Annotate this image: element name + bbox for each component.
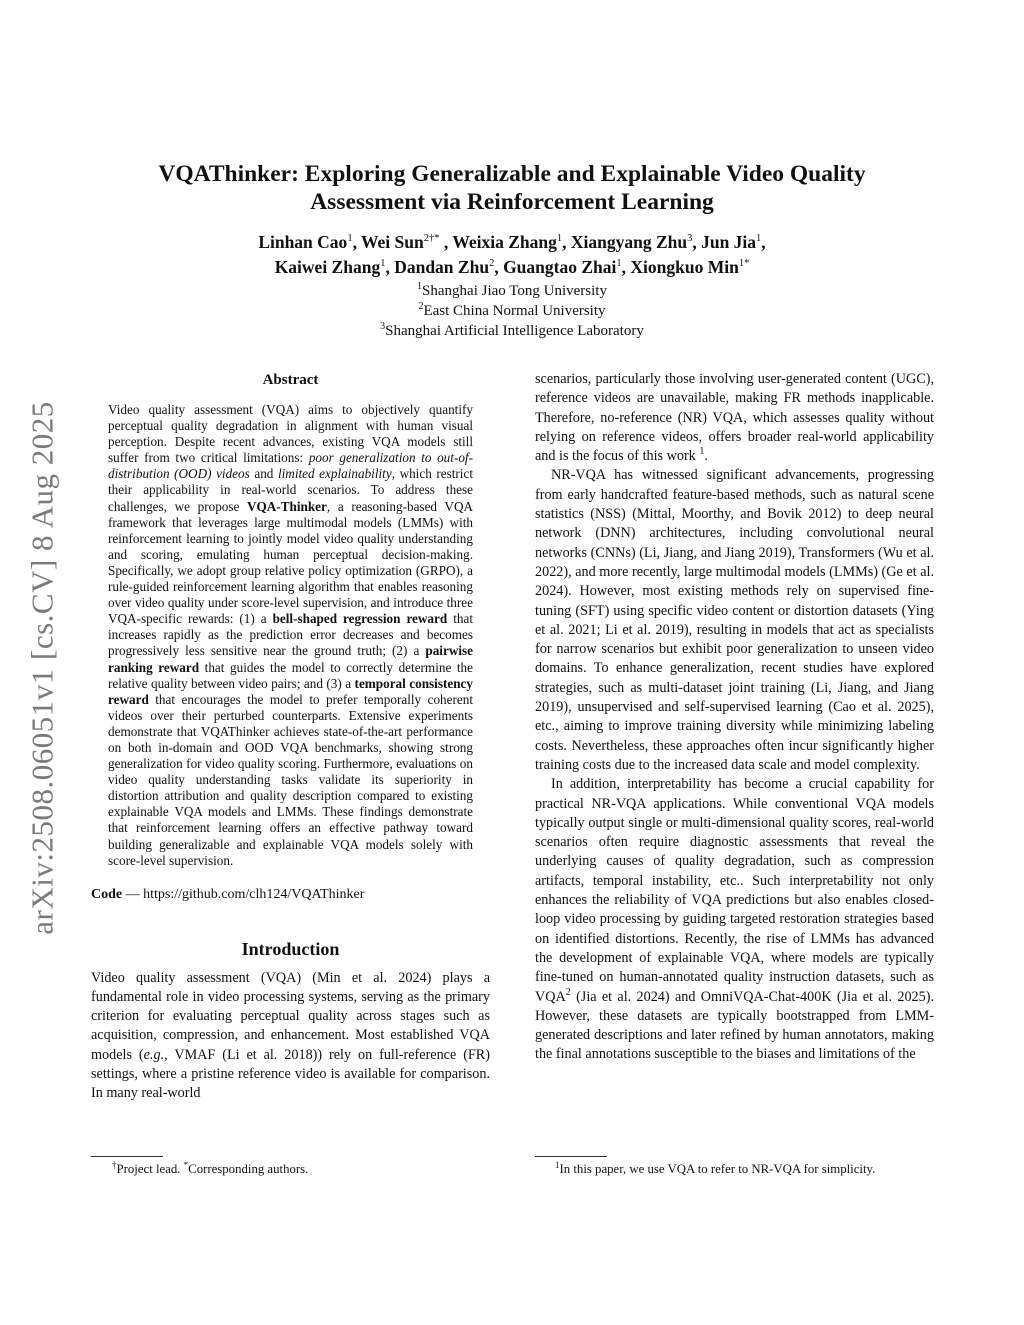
author-name: Dandan Zhu: [394, 257, 490, 277]
body-paragraph-2: NR-VQA has witnessed significant advancements, progressing from early handcrafted feature-based methods, such as natural scene statistics (NSS) (Mittal, Moorthy, and Bovik 2012) to deep neural network (DNN) architectures, including convolutional neural networks (CNNs) (Li, Jiang, and Jiang 2019), Transformers (Wu et al. 2022), and more recently, large multimodal models (LMMs) (Ge et al. 2024). However, most existing methods rely on supervised fine-tuning (SFT) using specific video content or distortion datasets (Ying et al. 2021; Li et al. 2019), resulting in models that act as specialists for narrow scenarios but exhibit poor generalization to unseen video domains. To enhance generalization, recent studies have explored strategies, such as multi-dataset joint training (Li, Jiang, and Jiang 2019), unsupervised and self-supervised learning (Cao et al. 2025), etc., aiming to improve training diversity while minimizing labeling costs. Nevertheless, these approaches often incur significantly higher training costs due to the increased data scale and model complexity.: [535, 467, 934, 773]
abstract-bold: pairwise ranking reward: [108, 643, 473, 675]
author-affil-mark: 2†*: [423, 233, 440, 244]
footnote-text: In this paper, we use VQA to refer to NR-VQA for simplicity.: [559, 1162, 876, 1176]
body-paragraph-3: [535, 775, 934, 1064]
code-label: Code: [91, 886, 123, 902]
affiliation-list: [100, 281, 924, 341]
body-run: (Jia et al. 2024) and OmniVQA-Chat-400K (Jia et al. 2025). However, these datasets are typically bootstrapped from LMM-generated descriptions and later refined by human annotators, making the final annotations susceptible to the biases and limitations of the: [535, 988, 934, 1063]
abstract-text: [108, 402, 473, 869]
author-name: Kaiwei Zhang: [274, 257, 381, 277]
affiliation-mark: 2: [418, 301, 424, 312]
title-line-2: Assessment via Reinforcement Learning: [310, 189, 714, 215]
title-line-1: VQAThinker: Exploring Generalizable and Explainable Video Quality: [158, 161, 866, 187]
author-name: Xiongkuo Min: [630, 257, 739, 277]
affiliation-name: Shanghai Jiao Tong University: [422, 283, 607, 299]
author-name: Jun Jia: [701, 232, 757, 252]
footnote-mark: 1: [555, 1160, 560, 1170]
arxiv-id-text: arXiv:2508.06051v1 [cs.CV] 8 Aug 2025: [25, 400, 60, 935]
footnote-mark: †: [112, 1160, 117, 1170]
code-separator: —: [122, 886, 144, 902]
body-run: In addition, interpretability has become a crucial capability for practical NR-VQA applications. While conventional VQA models typically output single or multi-dimensional quality scores, real-world scenarios often require diagnostic assessments that reveal the underlying causes of quality degradation, such as compression artifacts, temporal instability, etc.. Such interpretability not only enhances the reliability of VQA predictions but also enables closed-loop video processing by guiding targeted restoration strategies based on identified distortions. Recently, the rise of LMMs has advanced the development of explainable VQA, where models are typically fine-tuned on human-annotated quality instruction datasets, such as VQA: [535, 776, 934, 1005]
intro-run: Video quality assessment (VQA) (Min et al. 2024) plays a fundamental role in video processing systems, serving as the primary criterion for evaluating perceptual quality across stages such as acquisition, compression, and enhancement. Most established VQA models (: [91, 969, 490, 1063]
abstract-emphasis: limited explainability: [277, 466, 392, 482]
affiliation: [100, 281, 924, 301]
abstract-bold: temporal consistency reward: [108, 675, 473, 707]
introduction-heading: Introduction: [241, 938, 340, 959]
author-affil-mark: 1: [380, 258, 386, 269]
author-affil-mark: 1: [616, 258, 622, 269]
footnote-rule-left: [91, 1156, 163, 1157]
author-name: Guangtao Zhai: [503, 257, 617, 277]
author-affil-mark: 3: [687, 233, 693, 244]
abstract-run: that increases rapidly as the prediction error decreases and becomes progressively less sensitive near the ground truth; (2) a: [108, 611, 473, 659]
affiliation: [100, 321, 924, 341]
right-column: [535, 370, 934, 1065]
body-run: .: [704, 448, 708, 465]
affiliation-mark: 3: [380, 321, 386, 332]
footnote-mark: *: [183, 1160, 189, 1170]
body-run: scenarios, particularly those involving user-generated content (UGC), reference videos are unavailable, making FR methods inapplicable. Therefore, no-reference (NR) VQA, which assesses quality without relying on reference videos, offers broader real-world applicability and is the focus of this work: [535, 371, 934, 465]
author-affil-mark: 1: [556, 233, 563, 244]
abstract-bold: bell-shaped regression reward: [272, 611, 448, 627]
affiliation-name: Shanghai Artificial Intelligence Laboratory: [385, 323, 644, 339]
author-name: Xiangyang Zhu: [570, 232, 688, 252]
intro-run: VMAF (Li et al. 2018)) rely on full-reference (FR) settings, where a pristine reference video is available for comparison. In many real-world: [91, 1046, 490, 1101]
abstract-bold: VQA-Thinker: [247, 498, 327, 514]
author-affil-mark: 2: [489, 258, 495, 269]
intro-emphasis: e.g.,: [143, 1046, 168, 1063]
footnote-rule-right: [535, 1156, 607, 1157]
code-url-link[interactable]: https://github.com/clh124/VQAThinker: [143, 886, 365, 902]
author-line-2: Kaiwei Zhang$^1$, Dandan Zhu$^2$, Guangtao Zhai$^1$, Xiongkuo Min$^{1*}$: [274, 257, 750, 277]
author-name: Weixia Zhang: [452, 232, 557, 252]
footnote-text: Corresponding authors.: [188, 1162, 309, 1176]
abstract-heading: Abstract: [262, 372, 319, 388]
author-name: Wei Sun: [361, 232, 424, 252]
footnote-right: [555, 1161, 875, 1177]
left-column: [91, 370, 490, 1103]
author-name: Linhan Cao: [258, 232, 348, 252]
abstract-run: , a reasoning-based VQA framework that leverages large multimodal models (LMMs) with reinforcement learning to jointly model video quality understanding and scoring, emulating human perceptual decision-making. Specifically, we adopt group relative policy optimization (GRPO), a rule-guided reinforcement learning algorithm that enables reasoning over video quality under score-level supervision, and introduce three VQA-specific rewards: (1) a: [108, 498, 473, 627]
body-paragraph-1: [535, 370, 934, 466]
footnote-ref[interactable]: 1: [699, 446, 705, 458]
abstract-run: Video quality assessment (VQA) aims to objectively quantify perceptual quality degradation in alignment with human visual perception. Despite recent advances, existing VQA models still suffer from two critical limitations:: [108, 402, 473, 466]
abstract-emphasis: poor generalization to out-of-distribution (OOD) videos: [108, 450, 473, 482]
footnote-left: [112, 1161, 308, 1177]
code-link-line: [91, 885, 490, 905]
affiliation-mark: 1: [417, 281, 423, 292]
arxiv-identifier: [20, 375, 66, 960]
author-line-1: Linhan Cao$^1$, Wei Sun$^{2\dagger*}$ , Weixia Zhang$^1$, Xiangyang Zhu$^3$, Jun Jia$^1$,: [258, 232, 766, 252]
affiliation-name: East China Normal University: [423, 303, 606, 319]
abstract-run: that encourages the model to prefer temporally coherent videos over their perturbed counterparts. Extensive experiments demonstrate that VQAThinker achieves state-of-the-art performance on both in-domain and OOD VQA benchmarks, showing strong generalization for video quality scoring. Furthermore, evaluations on video quality understanding tasks validate its superiority in distortion attribution and quality description compared to existing explainable VQA models and LMMs. These findings demonstrate that reinforcement learning offers an effective pathway toward building generalizable and explainable VQA models solely with score-level supervision.: [108, 691, 473, 868]
footnote-text: Project lead.: [116, 1162, 184, 1176]
author-affil-mark: 1: [756, 233, 762, 244]
author-list: [100, 230, 924, 280]
paper-title: [100, 160, 924, 216]
affiliation: [100, 301, 924, 321]
abstract-run: and: [249, 466, 278, 482]
superscript: 2: [565, 986, 571, 998]
abstract-run: that guides the model to correctly determine the relative quality between video pairs; and (3) a: [108, 659, 474, 691]
introduction-paragraph: [91, 969, 490, 1103]
author-affil-mark: 1*: [738, 258, 750, 269]
author-affil-mark: 1: [347, 233, 353, 244]
abstract-run: , which restrict their applicability in real-world scenarios. To address these challenges, we propose: [108, 466, 473, 514]
